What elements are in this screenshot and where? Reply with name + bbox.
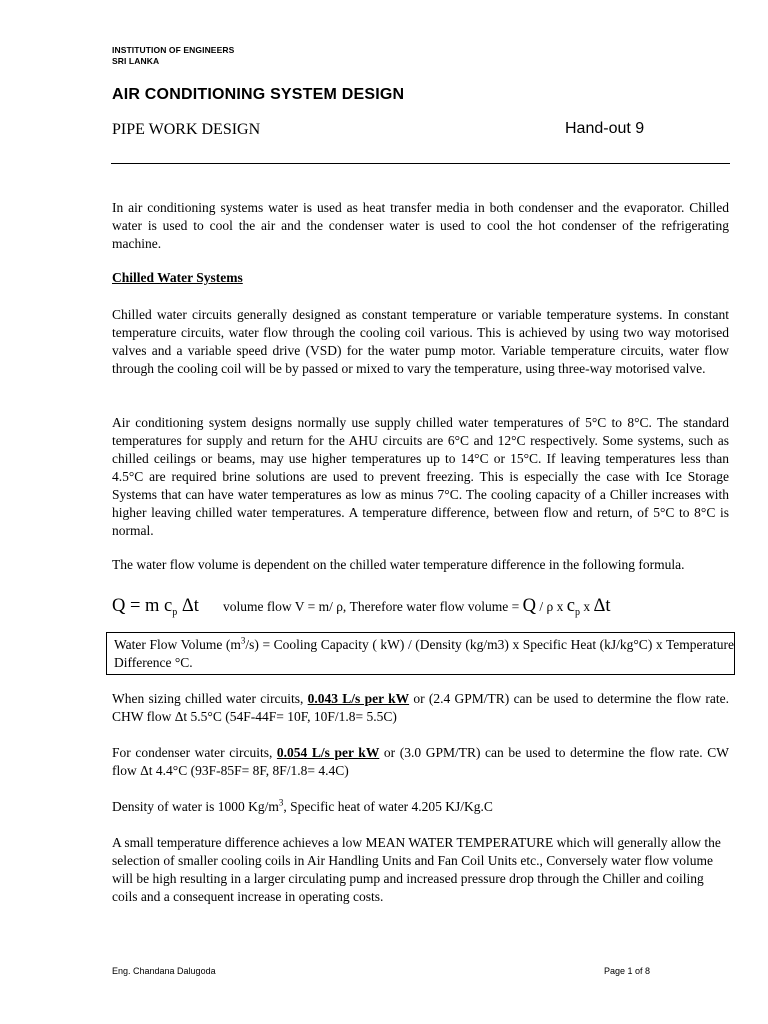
formula-q-dt: Δt <box>177 596 199 616</box>
chw-text-before: When sizing chilled water circuits, <box>112 691 308 706</box>
section-heading: Chilled Water Systems <box>112 270 243 285</box>
formula-rhs-x: x <box>579 599 594 614</box>
handout-number: Hand-out 9 <box>565 120 645 137</box>
paragraph-temperature-difference: A small temperature difference achieves a low MEAN WATER TEMPERATURE which will generally allow the selection of smaller cooling coils in Air Handling Units and Fan Coil Units etc., Conversely water flow volume will be high resulting in a larger circulating pump and increased pressure drop through the Chiller and coiling coils and a consequent increase in operating costs. <box>112 835 721 904</box>
paragraph-temperatures: Air conditioning system designs normally use supply chilled water temperatures of 5°C to 8°C. The standard temperatures for supply and return for the AHU circuits are 6°C and 12°C respectively. Some systems, such as chilled ceilings or beams, may use higher temperatures up to 14°C or 15°C. If leaving temperatures less than 4.5°C are required brine solutions are used to prevent freezing. This is especially the case with Ice Storage Systems that can have water temperatures as low as minus 7°C. The cooling capacity of a Chiller increases with higher leaving chilled water temperatures. A temperature difference, between flow and return, of 5°C to 8°C is normal. <box>112 415 729 538</box>
header-divider <box>111 163 730 164</box>
footer-author: Eng. Chandana Dalugoda <box>112 966 216 976</box>
density-sup: 3 <box>278 797 284 808</box>
chw-rate-highlight: 0.043 L/s per kW <box>307 691 410 706</box>
formula-rhs-mid: / ρ x <box>535 599 567 614</box>
paragraph-flow-volume: The water flow volume is dependent on the chilled water temperature difference in the following formula. <box>112 557 685 572</box>
paragraph-circuits: Chilled water circuits generally designed as constant temperature or variable temperature systems. In constant temperature circuits, water flow through the cooling coil various. This is achieved by using two way motorised valves and a variable speed drive (VSD) for the water pump motor. Variable temperature circuits, water flow through the cooling coil will be by passed or mixed to vary the temperature, using three-way motorised valve. <box>112 307 729 376</box>
cw-rate-highlight: 0.054 L/s per kW <box>276 745 380 760</box>
formula-volume-text: volume flow V = m/ ρ, Therefore water flow volume = <box>222 599 523 614</box>
cw-text-before: For condenser water circuits, <box>112 745 277 760</box>
flow-volume-formula-box <box>106 632 735 675</box>
formula-q-sub: p <box>172 607 178 619</box>
formula-rhs-sub: p <box>574 607 580 619</box>
document-subtitle: PIPE WORK DESIGN <box>112 121 261 138</box>
cw-text-after: or (3.0 GPM/TR) can be used to determine the flow rate. CW flow Δt 4.4°C (93F-85F= 8F, 8F/1.8= 4.4C) <box>112 745 730 778</box>
box-text-2: /s) = Cooling Capacity ( kW) / (Density (kg/m3) x Specific Heat (kJ/kg°C) x Temperature Difference °C. <box>114 637 734 670</box>
institution-line-1: INSTITUTION OF ENGINEERS <box>112 45 235 55</box>
formula-rhs-dt: Δt <box>593 596 611 616</box>
box-text-1: Water Flow Volume (m <box>114 637 241 652</box>
formula-rhs-q: Q <box>522 596 536 616</box>
formula-rhs-c: c <box>566 596 575 616</box>
paragraph-water-properties <box>112 798 729 816</box>
density-text-2: , Specific heat of water 4.205 KJ/Kg.C <box>283 799 493 814</box>
intro-paragraph: In air conditioning systems water is used as heat transfer media in both condenser and the evaporator. Chilled water is used to cool the air and the condenser water is used to cool the hot condenser of the refrigerating machine. <box>112 200 729 251</box>
flow-formula <box>112 595 729 618</box>
paragraph-chilled-water-sizing <box>112 690 729 726</box>
institution-line-2: SRI LANKA <box>112 56 160 66</box>
chw-text-after: or (2.4 GPM/TR) can be used to determine the flow rate. CHW flow Δt 5.5°C (54F-44F= 10F, 10F/1.8= 5.5C) <box>112 691 729 724</box>
footer-page-number: Page 1 of 8 <box>604 966 651 976</box>
document-title: AIR CONDITIONING SYSTEM DESIGN <box>112 86 405 103</box>
formula-q-lhs: Q = m c <box>112 596 173 616</box>
box-sup: 3 <box>240 635 246 646</box>
paragraph-condenser-water-sizing <box>112 744 729 780</box>
institution-name <box>112 45 234 67</box>
density-text-1: Density of water is 1000 Kg/m <box>112 799 279 814</box>
